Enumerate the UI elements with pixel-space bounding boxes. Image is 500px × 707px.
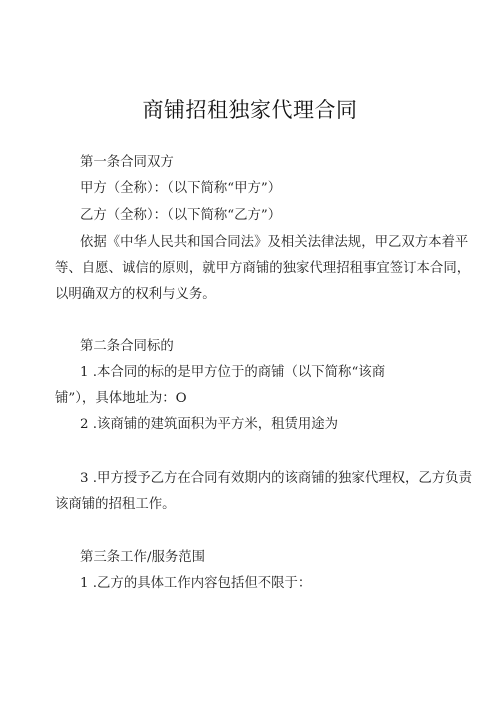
basis-paragraph-line-1: 依据《中华人民共和国合同法》及相关法律法规，甲乙双方本着平: [80, 235, 469, 250]
party-a-line: 甲方（全称）：（以下简称“甲方”）: [80, 181, 282, 196]
clause-2-3-line-2: 该商铺的招租工作。: [55, 497, 176, 512]
clause-2-1-line-2: 铺”），具体地址为：O: [55, 391, 187, 406]
basis-paragraph-line-3: 以明确双方的权利与义务。: [55, 287, 216, 302]
page-title: 商铺招租独家代理合同: [142, 98, 358, 122]
basis-paragraph-line-2: 等、自愿、诚信的原则，就甲方商铺的独家代理招租事宜签订本合同，: [55, 261, 471, 276]
section-heading-parties: 第一条合同双方: [80, 155, 174, 170]
clause-2-3-line-1: 3 .甲方授予乙方在合同有效期内的该商铺的独家代理权，乙方负责: [80, 471, 472, 486]
party-b-line: 乙方（全称）：（以下简称“乙方”）: [80, 208, 282, 223]
clause-2-1-line-1: 1 .本合同的标的是甲方位于的商铺（以下简称“该商: [80, 365, 386, 380]
clause-2-2: 2 .该商铺的建筑面积为平方米，租赁用途为: [80, 417, 339, 432]
section-heading-scope: 第三条工作/服务范围: [80, 550, 206, 565]
section-heading-subject: 第二条合同标的: [80, 339, 174, 354]
clause-3-1: 1 .乙方的具体工作内容包括但不限于：: [80, 576, 312, 591]
